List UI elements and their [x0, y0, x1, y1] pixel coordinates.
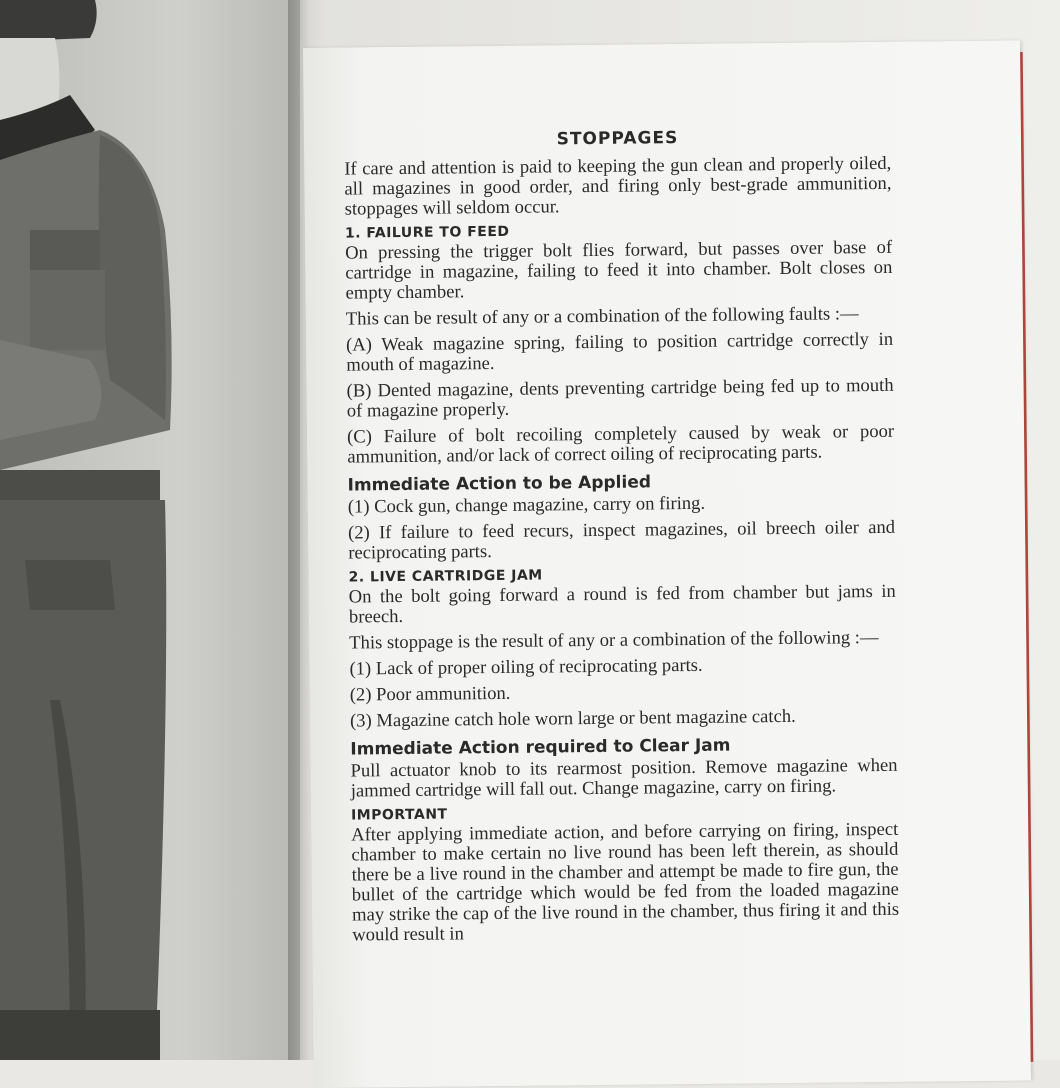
section2-item-3: (3) Magazine catch hole worn large or bent magazine catch.: [349, 705, 796, 732]
important-paragraph: After applying immediate action, and before carrying on firing, inspect chamber to make certain no live round has been left therein, as should there be a live round in the chamber and attempt be made to fire gun, the bullet of the cartridge which would be fed from the loaded magazine may strike the cap of the live round in the chamber, thus firing it and this would result in: [351, 818, 900, 946]
section-heading-failure-to-feed: 1. FAILURE TO FEED: [344, 223, 510, 242]
section2-paragraph-1: On the bolt going forward a round is fed from chamber but jams in breech.: [348, 580, 896, 628]
section1-item-b: (B) Dented magazine, dents preventing cartridge being fed up to mouth of magazine properly.: [346, 374, 894, 422]
section2-action: Pull actuator knob to its rearmost position. Remove magazine when jammed cartridge will fall out. Change magazine, carry on firing.: [350, 754, 898, 802]
section2-item-2: (2) Poor ammunition.: [349, 682, 511, 706]
page-title: STOPPAGES: [556, 128, 679, 150]
left-page-photograph: [0, 0, 300, 1060]
right-page: [303, 40, 1031, 1087]
section1-action-1: (1) Cock gun, change magazine, carry on firing.: [347, 492, 706, 518]
section1-paragraph-2: This can be result of any or a combination of the following faults :—: [345, 303, 859, 330]
section1-item-c: (C) Failure of bolt recoiling completely caused by weak or poor ammunition, and/or lack of correct oiling of reciprocating parts.: [346, 420, 895, 468]
intro-paragraph: If care and attention is paid to keeping the gun clean and properly oiled, all magazines in good order, and firing only best-grade ammunition, stoppages will seldom occur.: [344, 152, 892, 220]
section2-action-heading: Immediate Action required to Clear Jam: [350, 735, 731, 760]
section1-action-heading: Immediate Action to be Applied: [347, 472, 652, 496]
section2-paragraph-2: This stoppage is the result of any or a combination of the following :—: [349, 627, 879, 654]
section1-action-2: (2) If failure to feed recurs, inspect magazines, oil breech oiler and reciprocating parts.: [347, 516, 896, 564]
section2-item-1: (1) Lack of proper oiling of reciprocating parts.: [349, 654, 703, 680]
important-heading: IMPORTANT: [350, 806, 448, 824]
section1-paragraph-1: On pressing the trigger bolt flies forward, but passes over base of cartridge in magazine, failing to feed it into chamber. Bolt closes on empty chamber.: [345, 236, 893, 304]
section1-item-a: (A) Weak magazine spring, failing to position cartridge correctly in mouth of magazine.: [346, 328, 894, 376]
soldier-photo: [0, 0, 300, 1060]
page-text: [344, 126, 900, 952]
section-heading-live-cartridge-jam: 2. LIVE CARTRIDGE JAM: [348, 567, 543, 586]
